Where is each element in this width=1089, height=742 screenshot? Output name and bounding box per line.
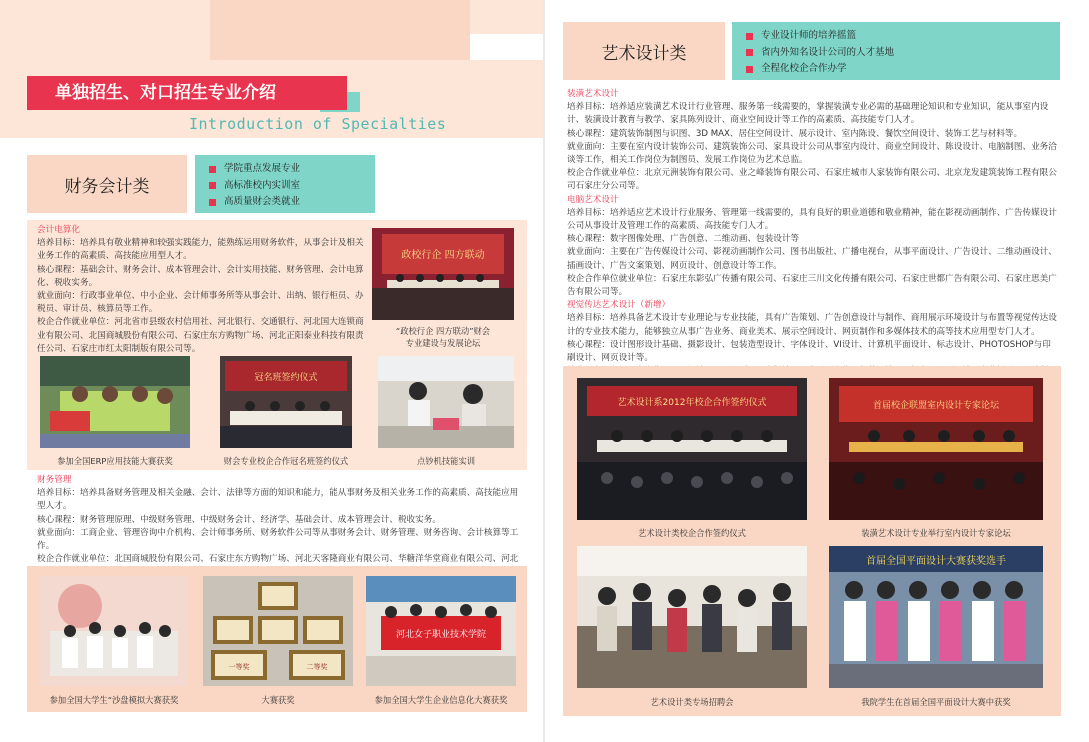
major-title: 财务管理 <box>37 475 72 485</box>
header-decor-3 <box>470 0 543 34</box>
feature-item: 高标准校内实训室 <box>209 178 367 195</box>
flag-text: 河北女子职业技术学院 <box>395 630 487 640</box>
art-majors <box>567 88 1057 392</box>
major-finance-management <box>37 474 522 580</box>
bullet-square-icon <box>746 66 753 73</box>
section-label-text: 财务会计类 <box>64 176 150 197</box>
bullet-square-icon <box>209 182 216 189</box>
caption-erp-award: 参加全国ERP应用技能大赛获奖 <box>57 456 173 466</box>
art-signing-banner-text: 艺术设计系2012年校企合作签约仪式 <box>617 398 767 408</box>
section-label-text: 艺术设计类 <box>601 43 687 64</box>
major-title: 电脑艺术设计 <box>567 194 619 205</box>
photo-sandbox-award <box>40 576 188 686</box>
caption-art-signing: 艺术设计类校企合作签约仪式 <box>638 528 746 538</box>
caption-informatization-award: 参加全国大学生企业信息化大赛获奖 <box>374 695 508 705</box>
major-paragraph: 培养目标：培养具备财务管理及相关金融、会计、法律等方面的知识和能力，能从事财务及相关业务工作的高素质、高技能应用型人才。 <box>37 488 519 512</box>
feature-item: 全程化校企合作办学 <box>746 61 1052 78</box>
major-paragraph: 核心课程：财务管理原理、中级财务管理、中级财务会计、经济学、基础会计、成本管理会计、税收实务。 <box>37 514 441 525</box>
photo-expert-forum <box>829 378 1043 520</box>
caption-design-contest: 我院学生在首届全国平面设计大赛中获奖 <box>861 697 1011 707</box>
major-paragraph: 校企合作单位就业单位：石家庄东影弘广传播有限公司、石家庄三川文化传播有限公司、石家庄世都广告有限公司、石家庄思美广告有限公司等。 <box>567 273 1057 298</box>
bullet-square-icon <box>209 166 216 173</box>
major-paragraph: 就业面向：主要在室内设计装饰公司、建筑装饰公司、家具设计公司从事室内设计、商业空间设计、陈设设计、电脑制图、业务洽谈等工作，相关工作岗位为制图员、发展工作岗位为艺术总监。 <box>567 141 1057 166</box>
caption-job-fair: 艺术设计类专场招聘会 <box>650 697 734 707</box>
caption-counting: 点钞机技能实训 <box>416 456 476 466</box>
major-title: 视觉传达艺术设计（新增） <box>567 300 671 311</box>
major-paragraph: 核心课程：设计图形设计基础、摄影设计、包装造型设计、字体设计、VI设计、计算机平面设计、标志设计、PHOTOSHOP与印刷设计、网页设计等。 <box>567 339 1051 364</box>
right-page <box>545 0 1089 742</box>
bullet-square-icon <box>209 199 216 206</box>
design-contest-banner-text: 首届全国平面设计大赛获奖选手 <box>866 556 1006 567</box>
photo-informatization-award <box>366 576 516 686</box>
major-paragraph: 核心课程：数字图像处理、广告创意、二维动画、包装设计等 <box>567 234 800 245</box>
major-title: 装潢艺术设计 <box>567 89 619 99</box>
feature-list-art <box>732 22 1060 80</box>
feature-item: 专业设计师的培养摇篮 <box>746 28 1052 45</box>
forum-banner-text: 政校行企 四方联动 <box>401 250 485 261</box>
photo-job-fair <box>577 546 807 688</box>
major-paragraph: 校企合作就业单位：北京元洲装饰有限公司、业之峰装饰有限公司、石家庄城市人家装饰有限公司、北京龙发建筑装饰工程有限公司石家庄分公司等。 <box>567 168 1057 192</box>
header-decor-1 <box>0 0 210 60</box>
major-paragraph: 培养目标：培养适应艺术设计行业服务、管理第一线需要的，具有良好的职业道德和敬业精神，能在影视动画制作、广告传媒设计公司从事设计及管理工作的高素质、高技能专门人才。 <box>567 207 1057 232</box>
certificate-text-2: 二等奖 <box>306 663 328 671</box>
caption-forum-1: “政校行企 四方联动”财会 <box>395 326 491 336</box>
feature-item: 高质量财会类就业 <box>209 194 367 211</box>
feature-item: 学院重点发展专业 <box>209 161 367 178</box>
photo-signing <box>220 356 352 448</box>
photo-erp-award <box>40 356 190 448</box>
feature-list-finance <box>195 155 375 213</box>
bullet-square-icon <box>746 33 753 40</box>
major-paragraph: 就业面向：工商企业、管理咨询中介机构、会计师事务所、财务软件公司等从事财务会计、财务管理、财务咨询、会计核算等工作。 <box>37 527 519 552</box>
major-paragraph: 培养目标：培养具有敬业精神和较强实践能力，能熟练运用财务软件，从事会计及相关业务工作的高素质、高技能应用型人才。 <box>37 238 364 262</box>
section-label-art <box>563 22 725 80</box>
signing-banner-text: 冠名班签约仪式 <box>254 373 318 383</box>
major-title: 会计电算化 <box>37 225 80 235</box>
photo-award-certificates <box>203 576 353 686</box>
caption-expert-forum: 装潢艺术设计专业举行室内设计专家论坛 <box>861 528 1011 538</box>
major-paragraph: 就业面向：行政事业单位、中小企业、会计师事务所等从事会计、出纳、银行柜员、办税员、审计员、核算员等工作。 <box>37 291 364 315</box>
caption-sandbox-award: 参加全国大学生“沙盘模拟大赛获奖 <box>49 695 179 705</box>
caption-signing: 财会专业校企合作冠名班签约仪式 <box>223 456 349 466</box>
major-paragraph: 就业面向：主要在广告传媒设计公司、影视动画制作公司、图书出版社、广播电视台，从事平面设计、广告设计、二维动画设计、插画设计、广告文案策划、网页设计、创意设计等工作。 <box>567 247 1057 271</box>
page-title: 单独招生、对口招生专业介绍 <box>27 76 347 110</box>
header-decor-2 <box>210 0 470 60</box>
major-paragraph: 培养目标：培养适应装潢艺术设计行业管理、服务第一线需要的，掌握装潢专业必需的基础理论知识和专业知识，能从事室内设计、装潢设计教育与教学、家具陈列设计、商业空间设计等工作的高素质、高技能专门人才。 <box>567 102 1049 126</box>
section-label-finance <box>27 155 187 213</box>
major-accounting <box>37 224 367 356</box>
major-paragraph: 核心课程：基础会计、财务会计、成本管理会计、会计实用技能、财务管理、会计电算化、税收实务。 <box>37 264 364 288</box>
photo-art-signing <box>577 378 807 520</box>
major-paragraph: 校企合作就业单位：河北省市县级农村信用社、河北银行、交通银行、河北国大连锁商业有限公司、北国商城股份有限公司、石家庄东方购物广场、河北正阳泰业科技有限责任公司、石家庄市红太阳制版有限公司等。 <box>37 317 364 354</box>
bullet-square-icon <box>746 49 753 56</box>
caption-award-certificates: 大赛获奖 <box>261 695 295 705</box>
certificate-text-1: 一等奖 <box>228 663 250 671</box>
photo-counting-machine <box>378 356 514 448</box>
expert-forum-banner-text: 首届校企联盟室内设计专家论坛 <box>872 401 1000 411</box>
feature-item: 省内外知名设计公司的人才基地 <box>746 45 1052 62</box>
major-paragraph: 核心课程：建筑装饰制图与识图、3D MAX、居住空间设计、展示设计、室内陈设、餐饮空间设计、装饰工艺与材料等。 <box>567 128 1023 139</box>
photo-forum <box>372 228 514 320</box>
major-paragraph: 校企合作就业单位：北国商城股份有限公司、石家庄东方购物广场、河北天客隆商业有限公司、华糖洋华堂商业有限公司、河北 <box>37 554 519 565</box>
major-paragraph: 培养目标：培养具备艺术设计专业理论与专业技能，具有广告策划、广告创意设计与制作、商用展示环境设计与布置等视觉传达设计的专业技术能力，能够独立从事广告业务、商业美术、展示空间设计、网页制作和多媒体技术的高等技术应用型专门人才。 <box>567 313 1057 337</box>
photo-design-contest <box>829 546 1043 688</box>
page-subtitle: Introduction of Specialties <box>189 115 447 133</box>
caption-forum-2: 专业建设与发展论坛 <box>405 338 481 348</box>
